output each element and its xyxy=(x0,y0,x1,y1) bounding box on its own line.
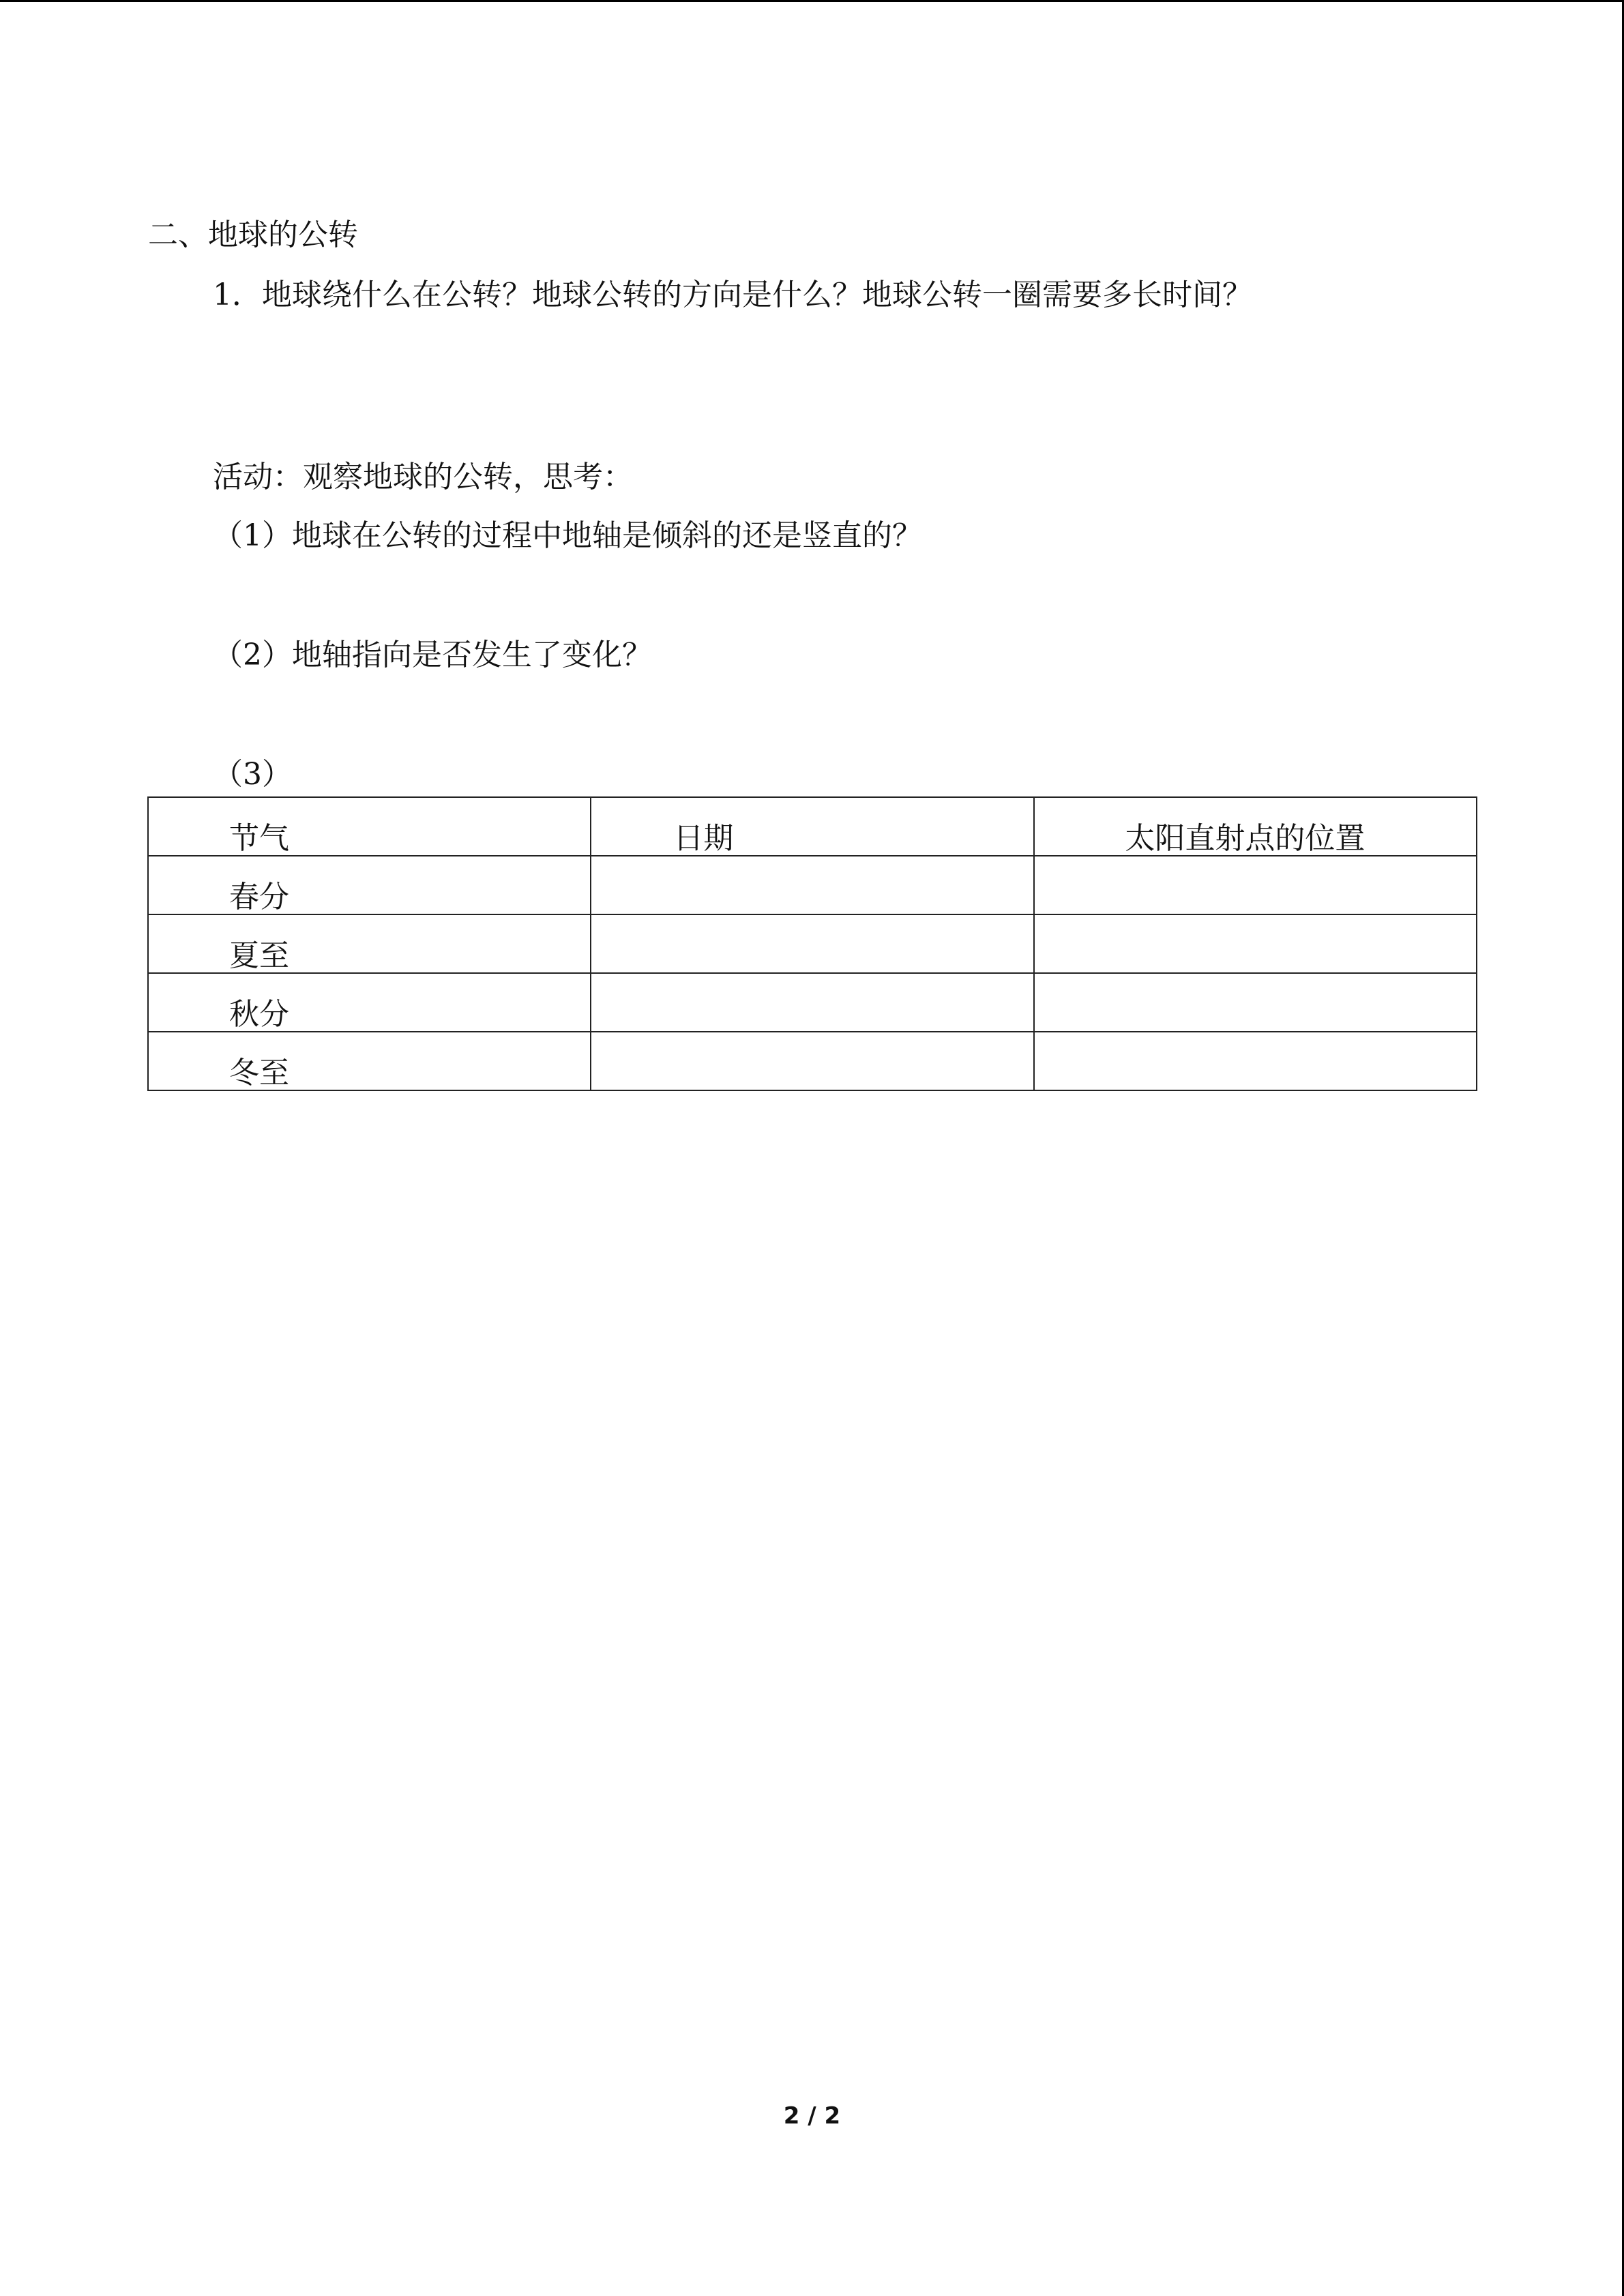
page-number: 2 / 2 xyxy=(783,2102,841,2130)
activity-question-2: （2）地轴指向是否发生了变化？ xyxy=(213,638,652,672)
cell-date[interactable] xyxy=(591,973,1033,1032)
header-date: 日期 xyxy=(591,797,1033,856)
activity-question-1: （1）地球在公转的过程中地轴是倾斜的还是竖直的？ xyxy=(213,518,922,553)
cell-subsolar-point[interactable] xyxy=(1034,856,1477,914)
cell-subsolar-point[interactable] xyxy=(1034,914,1477,973)
table-header-row xyxy=(148,797,1477,856)
cell-date[interactable] xyxy=(591,914,1033,973)
table-row xyxy=(148,1032,1477,1090)
cell-solar-term: 秋分 xyxy=(148,973,591,1032)
cell-subsolar-point[interactable] xyxy=(1034,973,1477,1032)
section-title: 二、地球的公转 xyxy=(148,218,358,252)
table-row xyxy=(148,914,1477,973)
activity-prompt: 活动：观察地球的公转，思考： xyxy=(213,460,633,494)
header-solar-term: 节气 xyxy=(148,797,591,856)
cell-solar-term: 夏至 xyxy=(148,914,591,973)
cell-date[interactable] xyxy=(591,1032,1033,1090)
cell-solar-term: 春分 xyxy=(148,856,591,914)
cell-date[interactable] xyxy=(591,856,1033,914)
activity-question-3: （3） xyxy=(213,757,292,792)
cell-subsolar-point[interactable] xyxy=(1034,1032,1477,1090)
header-subsolar-point: 太阳直射点的位置 xyxy=(1034,797,1477,856)
page-top-border xyxy=(0,0,1624,2)
table-row xyxy=(148,856,1477,914)
question-1: 1．地球绕什么在公转？地球公转的方向是什么？地球公转一圈需要多长时间？ xyxy=(213,278,1252,312)
cell-solar-term: 冬至 xyxy=(148,1032,591,1090)
table-row xyxy=(148,973,1477,1032)
solar-terms-table xyxy=(147,796,1477,1091)
